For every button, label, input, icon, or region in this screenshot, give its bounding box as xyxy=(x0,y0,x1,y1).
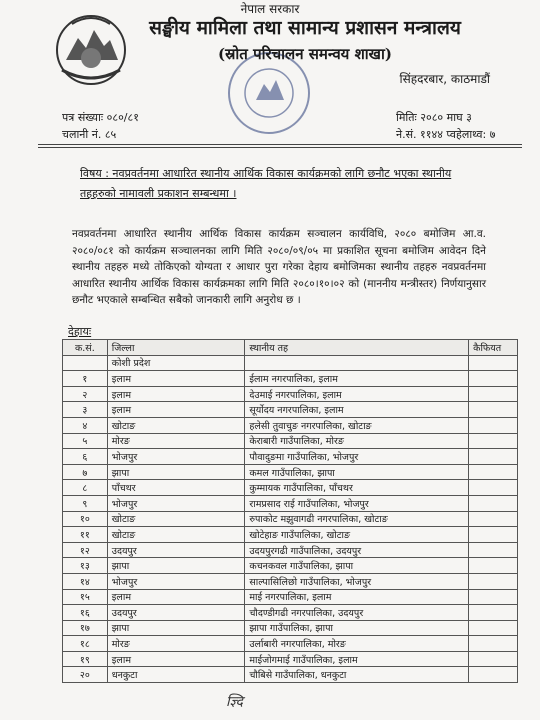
row-local-level: कचनकवल गाउँपालिका, झापा xyxy=(245,558,469,574)
row-sn: ५ xyxy=(63,433,108,449)
dispatch-number: चलानी नं. ८५ xyxy=(62,128,117,141)
row-remarks xyxy=(469,480,518,496)
table-row xyxy=(63,620,518,636)
row-remarks xyxy=(469,402,518,418)
government-name: नेपाल सरकार xyxy=(240,2,300,16)
row-sn: १३ xyxy=(63,558,108,574)
row-district: झापा xyxy=(107,558,245,574)
row-remarks xyxy=(469,495,518,511)
row-local-level: कुम्मायक गाउँपालिका, पाँचथर xyxy=(245,480,469,496)
row-sn: ३ xyxy=(63,402,108,418)
row-district: खोटाङ xyxy=(107,511,245,527)
row-remarks xyxy=(469,558,518,574)
row-sn: १६ xyxy=(63,605,108,621)
row-district: खोटाङ xyxy=(107,527,245,543)
row-sn: १ xyxy=(63,371,108,387)
row-remarks xyxy=(469,371,518,387)
row-district: झापा xyxy=(107,464,245,480)
col-header-local-level: स्थानीय तह xyxy=(245,340,469,356)
row-district: मोरङ xyxy=(107,433,245,449)
row-district: इलाम xyxy=(107,371,245,387)
row-local-level: साल्पासिलिछो गाउँपालिका, भोजपुर xyxy=(245,573,469,589)
table-row xyxy=(63,433,518,449)
row-local-level: माईजोगमाई गाउँपालिका, इलाम xyxy=(245,651,469,667)
signature: ज्ञ्दि xyxy=(226,694,243,710)
row-remarks xyxy=(469,386,518,402)
row-sn: ७ xyxy=(63,464,108,480)
row-remarks xyxy=(469,449,518,465)
ministry-name: सङ्घीय मामिला तथा सामान्य प्रशासन मन्त्रालय xyxy=(149,17,461,39)
row-district: भोजपुर xyxy=(107,573,245,589)
row-sn: १५ xyxy=(63,589,108,605)
table-row xyxy=(63,605,518,621)
row-remarks xyxy=(469,433,518,449)
table-row xyxy=(63,495,518,511)
table-row xyxy=(63,402,518,418)
col-header-sn: क.सं. xyxy=(63,340,108,356)
row-remarks xyxy=(469,620,518,636)
table-row xyxy=(63,636,518,652)
row-local-level: सूर्योदय नगरपालिका, इलाम xyxy=(245,402,469,418)
row-local-level: केराबारी गाउँपालिका, मोरङ xyxy=(245,433,469,449)
row-remarks xyxy=(469,573,518,589)
row-local-level: देउमाई नगरपालिका, इलाम xyxy=(245,386,469,402)
province-name: कोशी प्रदेश xyxy=(107,355,245,371)
row-local-level: रामप्रसाद राई गाउँपालिका, भोजपुर xyxy=(245,495,469,511)
table-row xyxy=(63,651,518,667)
row-district: इलाम xyxy=(107,386,245,402)
letter-number: पत्र संख्याः ०८०/८१ xyxy=(62,111,139,124)
row-sn: २ xyxy=(63,386,108,402)
row-local-level: चौदण्डीगढी नगरपालिका, उदयपुर xyxy=(245,605,469,621)
selected-local-levels-table xyxy=(62,339,518,683)
table-row xyxy=(63,386,518,402)
table-row xyxy=(63,573,518,589)
row-district: उदयपुर xyxy=(107,605,245,621)
nepal-emblem-icon xyxy=(52,10,130,88)
row-sn: १८ xyxy=(63,636,108,652)
row-district: धनकुटा xyxy=(107,667,245,683)
row-sn: १२ xyxy=(63,542,108,558)
row-district: भोजपुर xyxy=(107,495,245,511)
row-district: इलाम xyxy=(107,589,245,605)
row-sn: २० xyxy=(63,667,108,683)
table-row xyxy=(63,542,518,558)
branch-name: (स्रोत परिचालन समन्वय शाखा) xyxy=(218,45,392,63)
row-sn: १० xyxy=(63,511,108,527)
row-local-level: माई नगरपालिका, इलाम xyxy=(245,589,469,605)
letter-body: नवप्रवर्तनमा आधारित स्थानीय आर्थिक विकास कार्यक्रम सञ्चालन कार्यविधि, २०८० बमोजिम आ.व. २०८०/०८१ को कार्यक्रम सञ्चालनका लागि मिति २०८०/०९/०५ मा प्रकाशित सूचना बमोजिम आवेदन दिने स्थानीय तहहरु मध्ये तोकिएको योग्यता र आधार पुरा गरेका देहाय बमोजिमका स्थानीय तहहरु नवप्रवर्तनमा आधारित स्थानीय आर्थिक विकास कार्यक्रमका लागि मिति २०८०।१०।०२ को (माननीय मन्त्रीस्तर) निर्णयानुसार छनौट भएकाले सम्बन्धित सबैको जानकारी लागि अनुरोध छ । xyxy=(72,228,486,306)
row-sn: ९ xyxy=(63,495,108,511)
row-remarks xyxy=(469,527,518,543)
table-cell xyxy=(245,355,469,371)
row-sn: १९ xyxy=(63,651,108,667)
table-row xyxy=(63,417,518,433)
table-label: देहायः xyxy=(68,325,92,338)
row-district: इलाम xyxy=(107,402,245,418)
letter-subject: विषय : नवप्रवर्तनमा आधारित स्थानीय आर्थिक विकास कार्यक्रमको लागि छनौट भएका स्थानीय तहहरुको नामावली प्रकाशन सम्बन्धमा । xyxy=(80,167,452,200)
row-local-level: रुपाकोट मझुवागढी नगरपालिका, खोटाङ xyxy=(245,511,469,527)
letter-date: मितिः २०८० माघ ३ xyxy=(396,111,472,124)
row-local-level: खोटेहाङ गाउँपालिका, खोटाङ xyxy=(245,527,469,543)
row-sn: ११ xyxy=(63,527,108,543)
row-sn: १७ xyxy=(63,620,108,636)
table-row xyxy=(63,511,518,527)
table-row xyxy=(63,667,518,683)
row-local-level: हलेसी तुवाचुङ नगरपालिका, खोटाङ xyxy=(245,417,469,433)
row-district: झापा xyxy=(107,620,245,636)
row-local-level: चौबिसे गाउँपालिका, धनकुटा xyxy=(245,667,469,683)
row-remarks xyxy=(469,464,518,480)
row-district: मोरङ xyxy=(107,636,245,652)
row-remarks xyxy=(469,417,518,433)
table-header-row xyxy=(63,340,518,356)
row-local-level: कमल गाउँपालिका, झापा xyxy=(245,464,469,480)
row-remarks xyxy=(469,636,518,652)
row-remarks xyxy=(469,542,518,558)
row-local-level: उदयपुरगढी गाउँपालिका, उदयपुर xyxy=(245,542,469,558)
office-location: सिंहदरबार, काठमाडौं xyxy=(399,72,490,86)
table-cell xyxy=(469,355,518,371)
table-cell xyxy=(63,355,108,371)
row-sn: ४ xyxy=(63,417,108,433)
row-district: पाँचथर xyxy=(107,480,245,496)
row-local-level: ईलाम नगरपालिका, इलाम xyxy=(245,371,469,387)
row-remarks xyxy=(469,667,518,683)
row-sn: १४ xyxy=(63,573,108,589)
row-local-level: उर्लाबारी नगरपालिका, मोरङ xyxy=(245,636,469,652)
row-sn: ६ xyxy=(63,449,108,465)
row-remarks xyxy=(469,651,518,667)
province-row xyxy=(63,355,518,371)
table-row xyxy=(63,558,518,574)
row-local-level: पौवादुङमा गाउँपालिका, भोजपुर xyxy=(245,449,469,465)
header-divider xyxy=(38,144,522,145)
row-district: भोजपुर xyxy=(107,449,245,465)
row-local-level: झापा गाउँपालिका, झापा xyxy=(245,620,469,636)
col-header-remarks: कैफियत xyxy=(469,340,518,356)
table-row xyxy=(63,527,518,543)
table-row xyxy=(63,449,518,465)
row-sn: ८ xyxy=(63,480,108,496)
row-district: इलाम xyxy=(107,651,245,667)
row-district: उदयपुर xyxy=(107,542,245,558)
table-row xyxy=(63,589,518,605)
col-header-district: जिल्ला xyxy=(107,340,245,356)
row-remarks xyxy=(469,511,518,527)
row-remarks xyxy=(469,605,518,621)
row-district: खोटाङ xyxy=(107,417,245,433)
nepal-sambat-date: ने.सं. ११४४ प्वहेलाथ्व: ७ xyxy=(396,128,496,141)
table-row xyxy=(63,480,518,496)
table-row xyxy=(63,371,518,387)
header-divider-2 xyxy=(38,147,522,148)
row-remarks xyxy=(469,589,518,605)
table-row xyxy=(63,464,518,480)
